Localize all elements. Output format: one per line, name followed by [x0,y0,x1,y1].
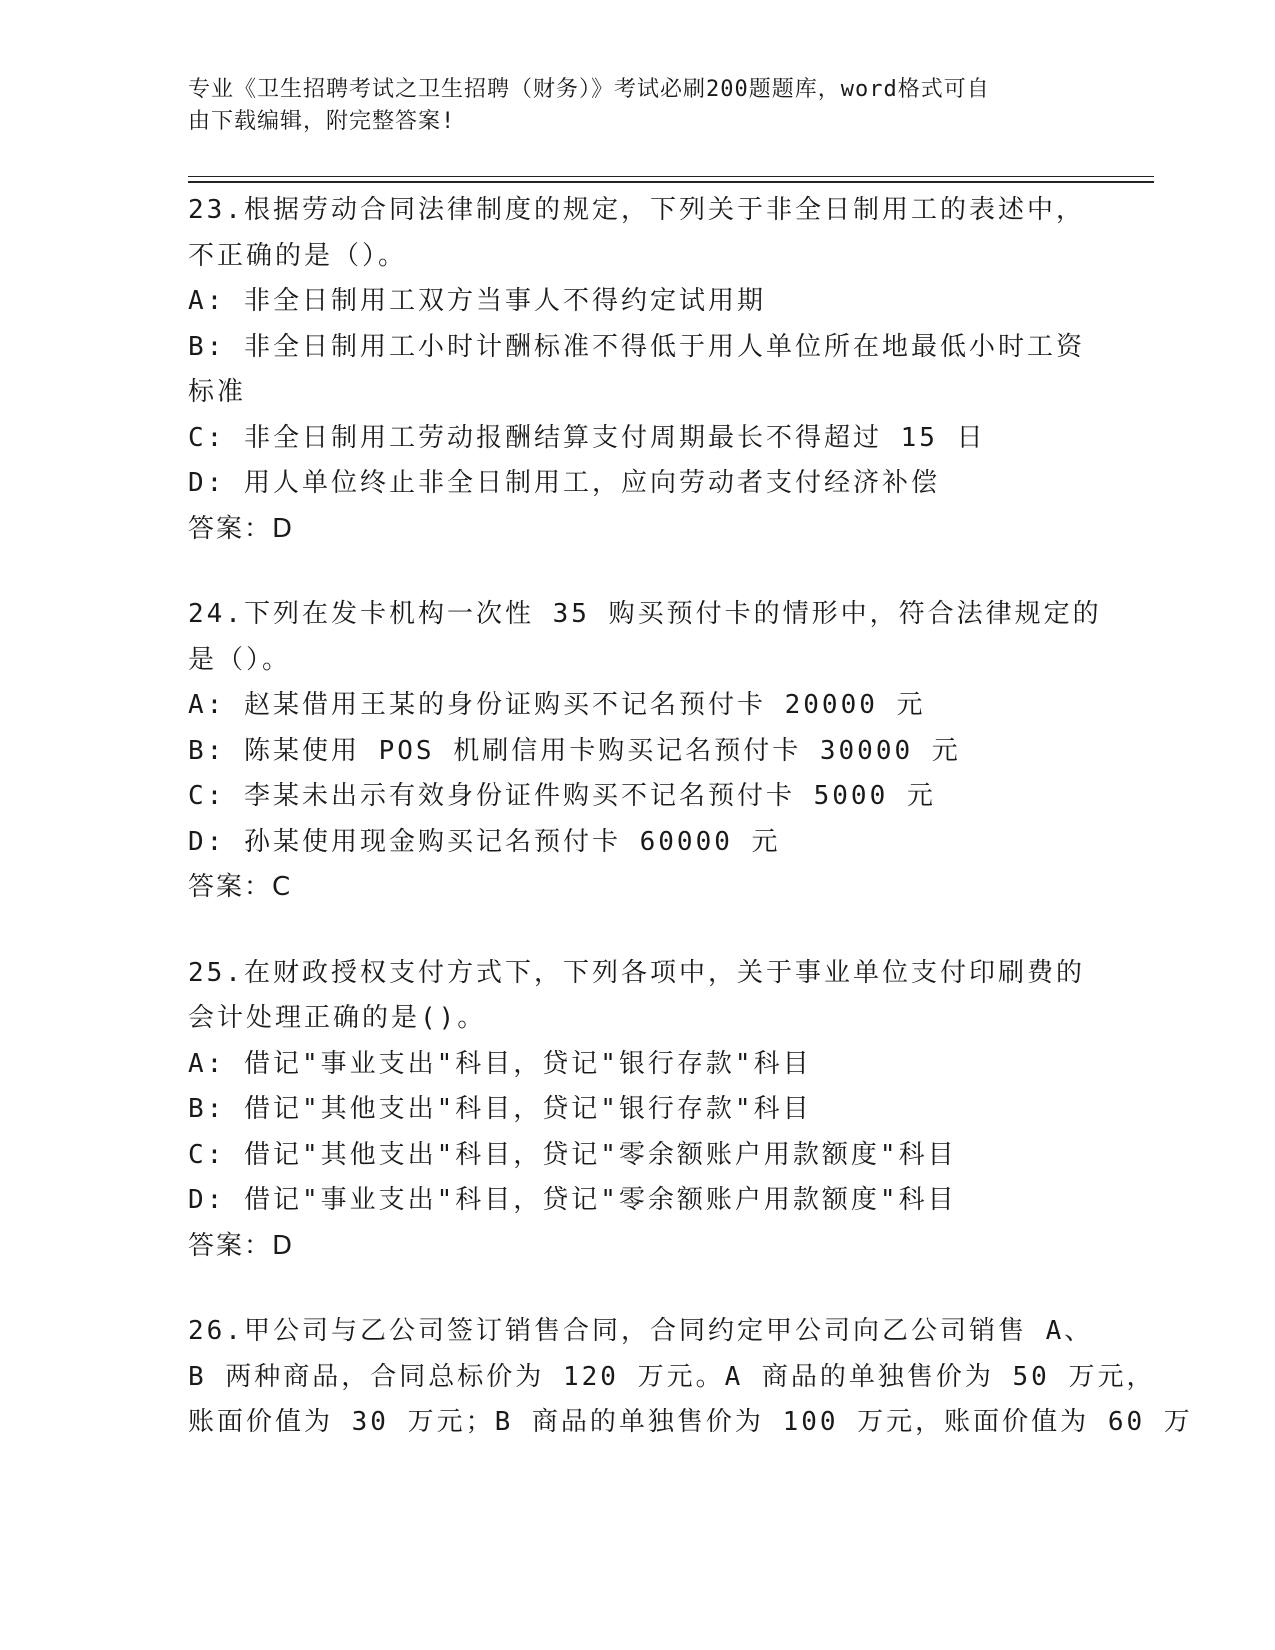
answer-label: 答案：D [188,1230,295,1261]
option-d: D: 用人单位终止非全日制用工，应向劳动者支付经济补偿 [188,468,940,498]
question-stem-line: 账面价值为 30 万元；B 商品的单独售价为 100 万元，账面价值为 60 万 [188,1407,1193,1437]
option-c: C: 非全日制用工劳动报酬结算支付周期最长不得超过 15 日 [188,422,986,453]
option-c: C: 借记"其他支出"科目，贷记"零余额账户用款额度"科目 [188,1139,957,1170]
option-d: D: 孙某使用现金购买记名预付卡 60000 元 [188,826,781,857]
header-line-2: 由下载编辑，附完整答案! [188,109,456,134]
question-list [188,188,1193,1486]
question-stem-line: 23.根据劳动合同法律制度的规定，下列关于非全日制用工的表述中， [188,195,1085,225]
option-b: B: 非全日制用工小时计酬标准不得低于用人单位所在地最低小时工资 [188,331,1085,362]
option-c: C: 李某未出示有效身份证件购买不记名预付卡 5000 元 [188,781,936,811]
question-24 [188,592,1102,911]
question-stem-line: 是（）。 [188,644,292,675]
question-stem-line: B 两种商品，合同总标价为 120 万元。A 商品的单独售价为 50 万元， [188,1361,1156,1392]
option-b: B: 借记"其他支出"科目，贷记"银行存款"科目 [188,1094,812,1124]
option-d: D: 借记"事业支出"科目，贷记"零余额账户用款额度"科目 [188,1185,957,1215]
option-b: B: 陈某使用 POS 机刷信用卡购买记名预付卡 30000 元 [188,735,961,766]
question-26 [188,1309,1193,1446]
option-b-continued: 标准 [188,377,247,407]
document-header [188,74,1068,138]
header-divider-thin [188,176,1154,177]
question-stem-line: 24.下列在发卡机构一次性 35 购买预付卡的情形中，符合法律规定的 [188,599,1102,629]
header-line-1: 专业《卫生招聘考试之卫生招聘（财务）》考试必刷200题题库，word格式可自 [188,77,990,102]
question-stem-line: 会计处理正确的是()。 [188,1003,487,1033]
option-a: A: 借记"事业支出"科目，贷记"银行存款"科目 [188,1048,812,1079]
answer-label: 答案：C [188,872,293,902]
question-stem-line: 25.在财政授权支付方式下，下列各项中，关于事业单位支付印刷费的 [188,957,1085,988]
option-a: A: 非全日制用工双方当事人不得约定试用期 [188,286,766,316]
question-23 [188,188,1088,552]
option-a: A: 赵某借用王某的身份证购买不记名预付卡 20000 元 [188,690,926,720]
question-stem-line: 26.甲公司与乙公司签订销售合同，合同约定甲公司向乙公司销售 A、 [188,1316,1094,1346]
question-25 [188,951,1088,1270]
question-stem-line: 不正确的是（）。 [188,240,408,271]
answer-label: 答案：D [188,513,295,544]
header-divider-thick [188,181,1154,183]
